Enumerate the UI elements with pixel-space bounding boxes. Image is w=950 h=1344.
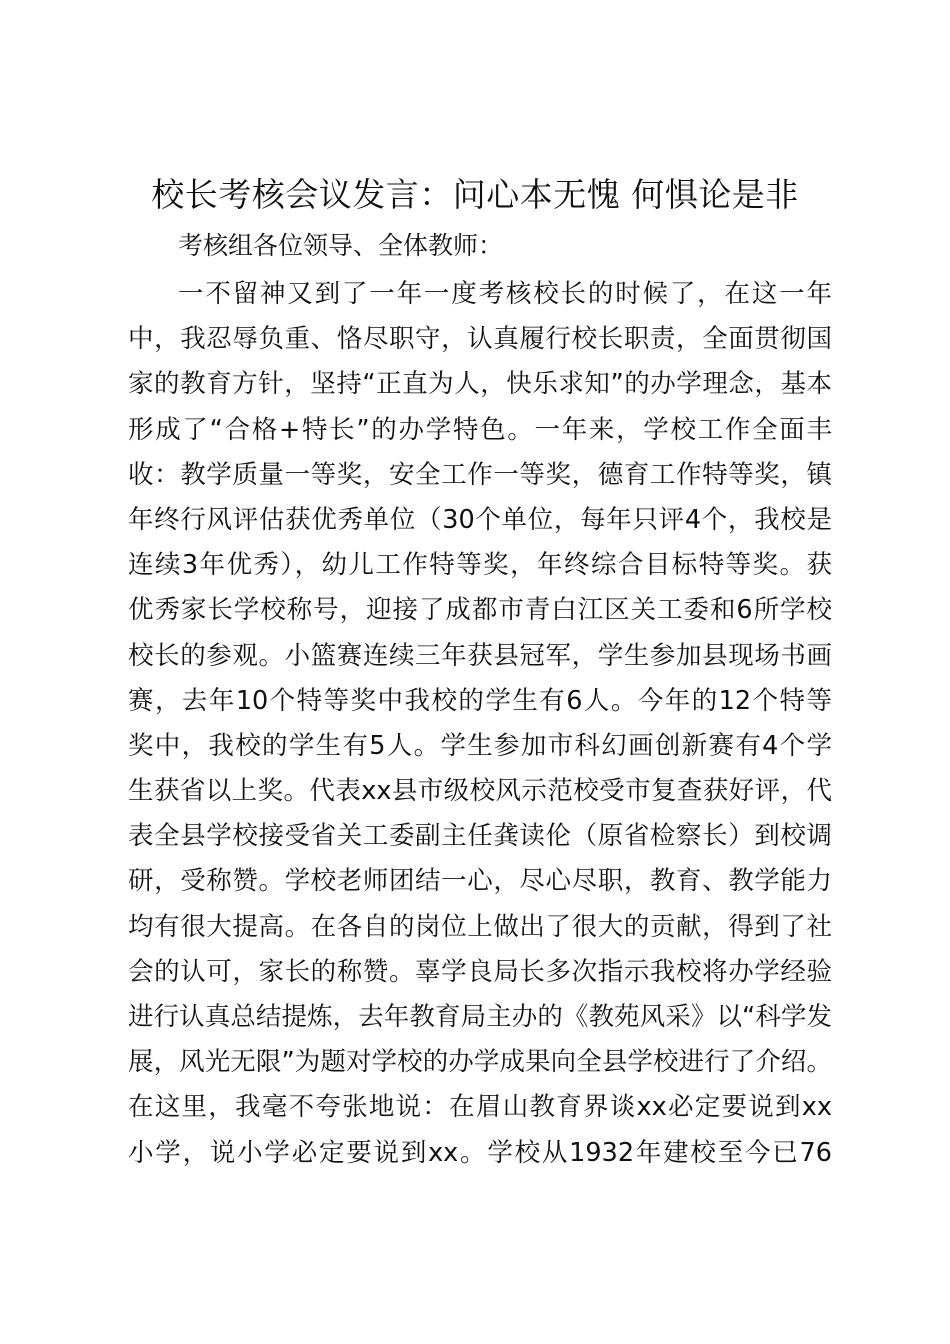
salutation-line: 考核组各位领导、全体教师： — [178, 231, 504, 260]
paragraph-line: 均有很大提高。在各自的岗位上做出了很大的贡献，得到了社 — [128, 911, 832, 942]
document-title: 校长考核会议发言：问心本无愧 何惧论是非 — [151, 175, 799, 214]
paragraph-line: 年终行风评估获优秀单位（30个单位，每年只评4个，我校是 — [128, 504, 832, 535]
paragraph-line: 奖中，我校的学生有5人。学生参加市科幻画创新赛有4个学 — [128, 730, 832, 761]
paragraph-line: 赛，去年10个特等奖中我校的学生有6人。今年的12个特等 — [128, 685, 832, 716]
paragraph-line: 表全县学校接受省关工委副主任龚读伦（原省检察长）到校调 — [128, 821, 832, 852]
paragraph-line: 小学，说小学必定要说到xx。学校从1932年建校至今已76 — [128, 1137, 832, 1168]
paragraph-line: 优秀家长学校称号，迎接了成都市青白江区关工委和6所学校 — [128, 595, 832, 626]
body-paragraph — [128, 272, 832, 1176]
paragraph-line: 家的教育方针，坚持“正直为人，快乐求知”的办学理念，基本 — [128, 369, 832, 400]
paragraph-line: 研，受称赞。学校老师团结一心，尽心尽职，教育、教学能力 — [128, 866, 832, 897]
paragraph-line: 展，风光无限”为题对学校的办学成果向全县学校进行了介绍。 — [128, 1047, 832, 1078]
paragraph-line: 连续3年优秀），幼儿工作特等奖，年终综合目标特等奖。获 — [128, 550, 832, 581]
paragraph-line: 形成了“合格+特长”的办学特色。一年来，学校工作全面丰 — [128, 414, 832, 445]
paragraph-line: 在这里，我毫不夸张地说：在眉山教育界谈xx必定要说到xx — [128, 1092, 832, 1123]
paragraph-line: 校长的参观。小篮赛连续三年获县冠军，学生参加县现场书画 — [128, 640, 832, 671]
paragraph-line: 生获省以上奖。代表xx县市级校风示范校受市复查获好评，代 — [128, 776, 832, 807]
paragraph-line: 进行认真总结提炼，去年教育局主办的《教苑风采》以“科学发 — [128, 1002, 832, 1032]
paragraph-line: 会的认可，家长的称赞。辜学良局长多次指示我校将办学经验 — [128, 956, 832, 987]
paragraph-line: 一不留神又到了一年一度考核校长的时候了，在这一年 — [178, 279, 832, 309]
paragraph-line: 收：教学质量一等奖，安全工作一等奖，德育工作特等奖，镇 — [128, 459, 832, 490]
paragraph-line: 中，我忍辱负重、恪尽职守，认真履行校长职责，全面贯彻国 — [128, 324, 832, 355]
